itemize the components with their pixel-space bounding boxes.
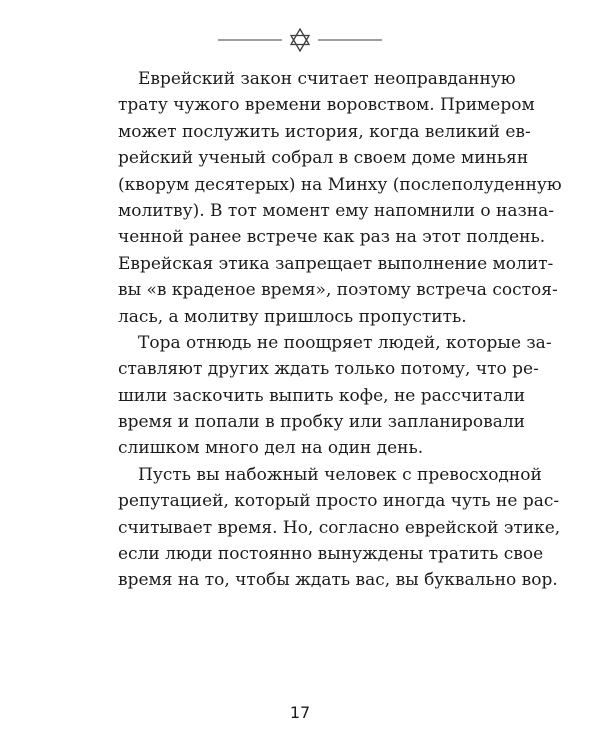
text-line: молитву). В тот момент ему напомнили о назна- [118,200,554,221]
star-of-david-icon [200,26,400,54]
text-line: время и попали в пробку или запланировали [118,412,526,433]
text-line: слишком много дел на один день. [118,438,424,459]
text-line: (кворум десятерых) на Минху (послеполуденную [118,174,562,195]
header-ornament [200,26,400,54]
page-number: 17 [289,703,311,722]
paragraph [118,66,562,330]
text-line: ченной ранее встрече как раз на этот полдень. [118,227,546,248]
text-line: считывает время. Но, согласно еврейской этике, [118,517,561,538]
text-line: репутацией, который просто иногда чуть не рас- [118,491,560,512]
text-line: шили заскочить выпить кофе, не рассчитали [118,385,526,406]
text-line: лась, а молитву пришлось пропустить. [118,306,467,327]
text-line: Пусть вы набожный человек с превосходной [138,464,542,485]
text-line: Тора отнюдь не поощряет людей, которые за- [138,332,552,353]
body-text [118,66,562,594]
text-line: время на то, чтобы ждать вас, вы буквально вор. [118,570,558,591]
text-line: Еврейский закон считает неоправданную [138,69,516,89]
paragraph [118,330,552,462]
text-line: трату чужого времени воровством. Примером [118,95,535,116]
paragraph [118,462,561,594]
text-line: если люди постоянно вынуждены тратить свое [118,544,544,565]
text-line: Еврейская этика запрещает выполнение молит- [118,253,554,274]
text-line: рейский ученый собрал в своем доме миньян [118,148,529,169]
text-line: может послужить история, когда великий ев- [118,121,531,142]
text-line: вы «в краденое время», поэтому встреча состоя- [118,280,558,301]
text-line: ставляют других ждать только потому, что ре- [118,359,539,380]
